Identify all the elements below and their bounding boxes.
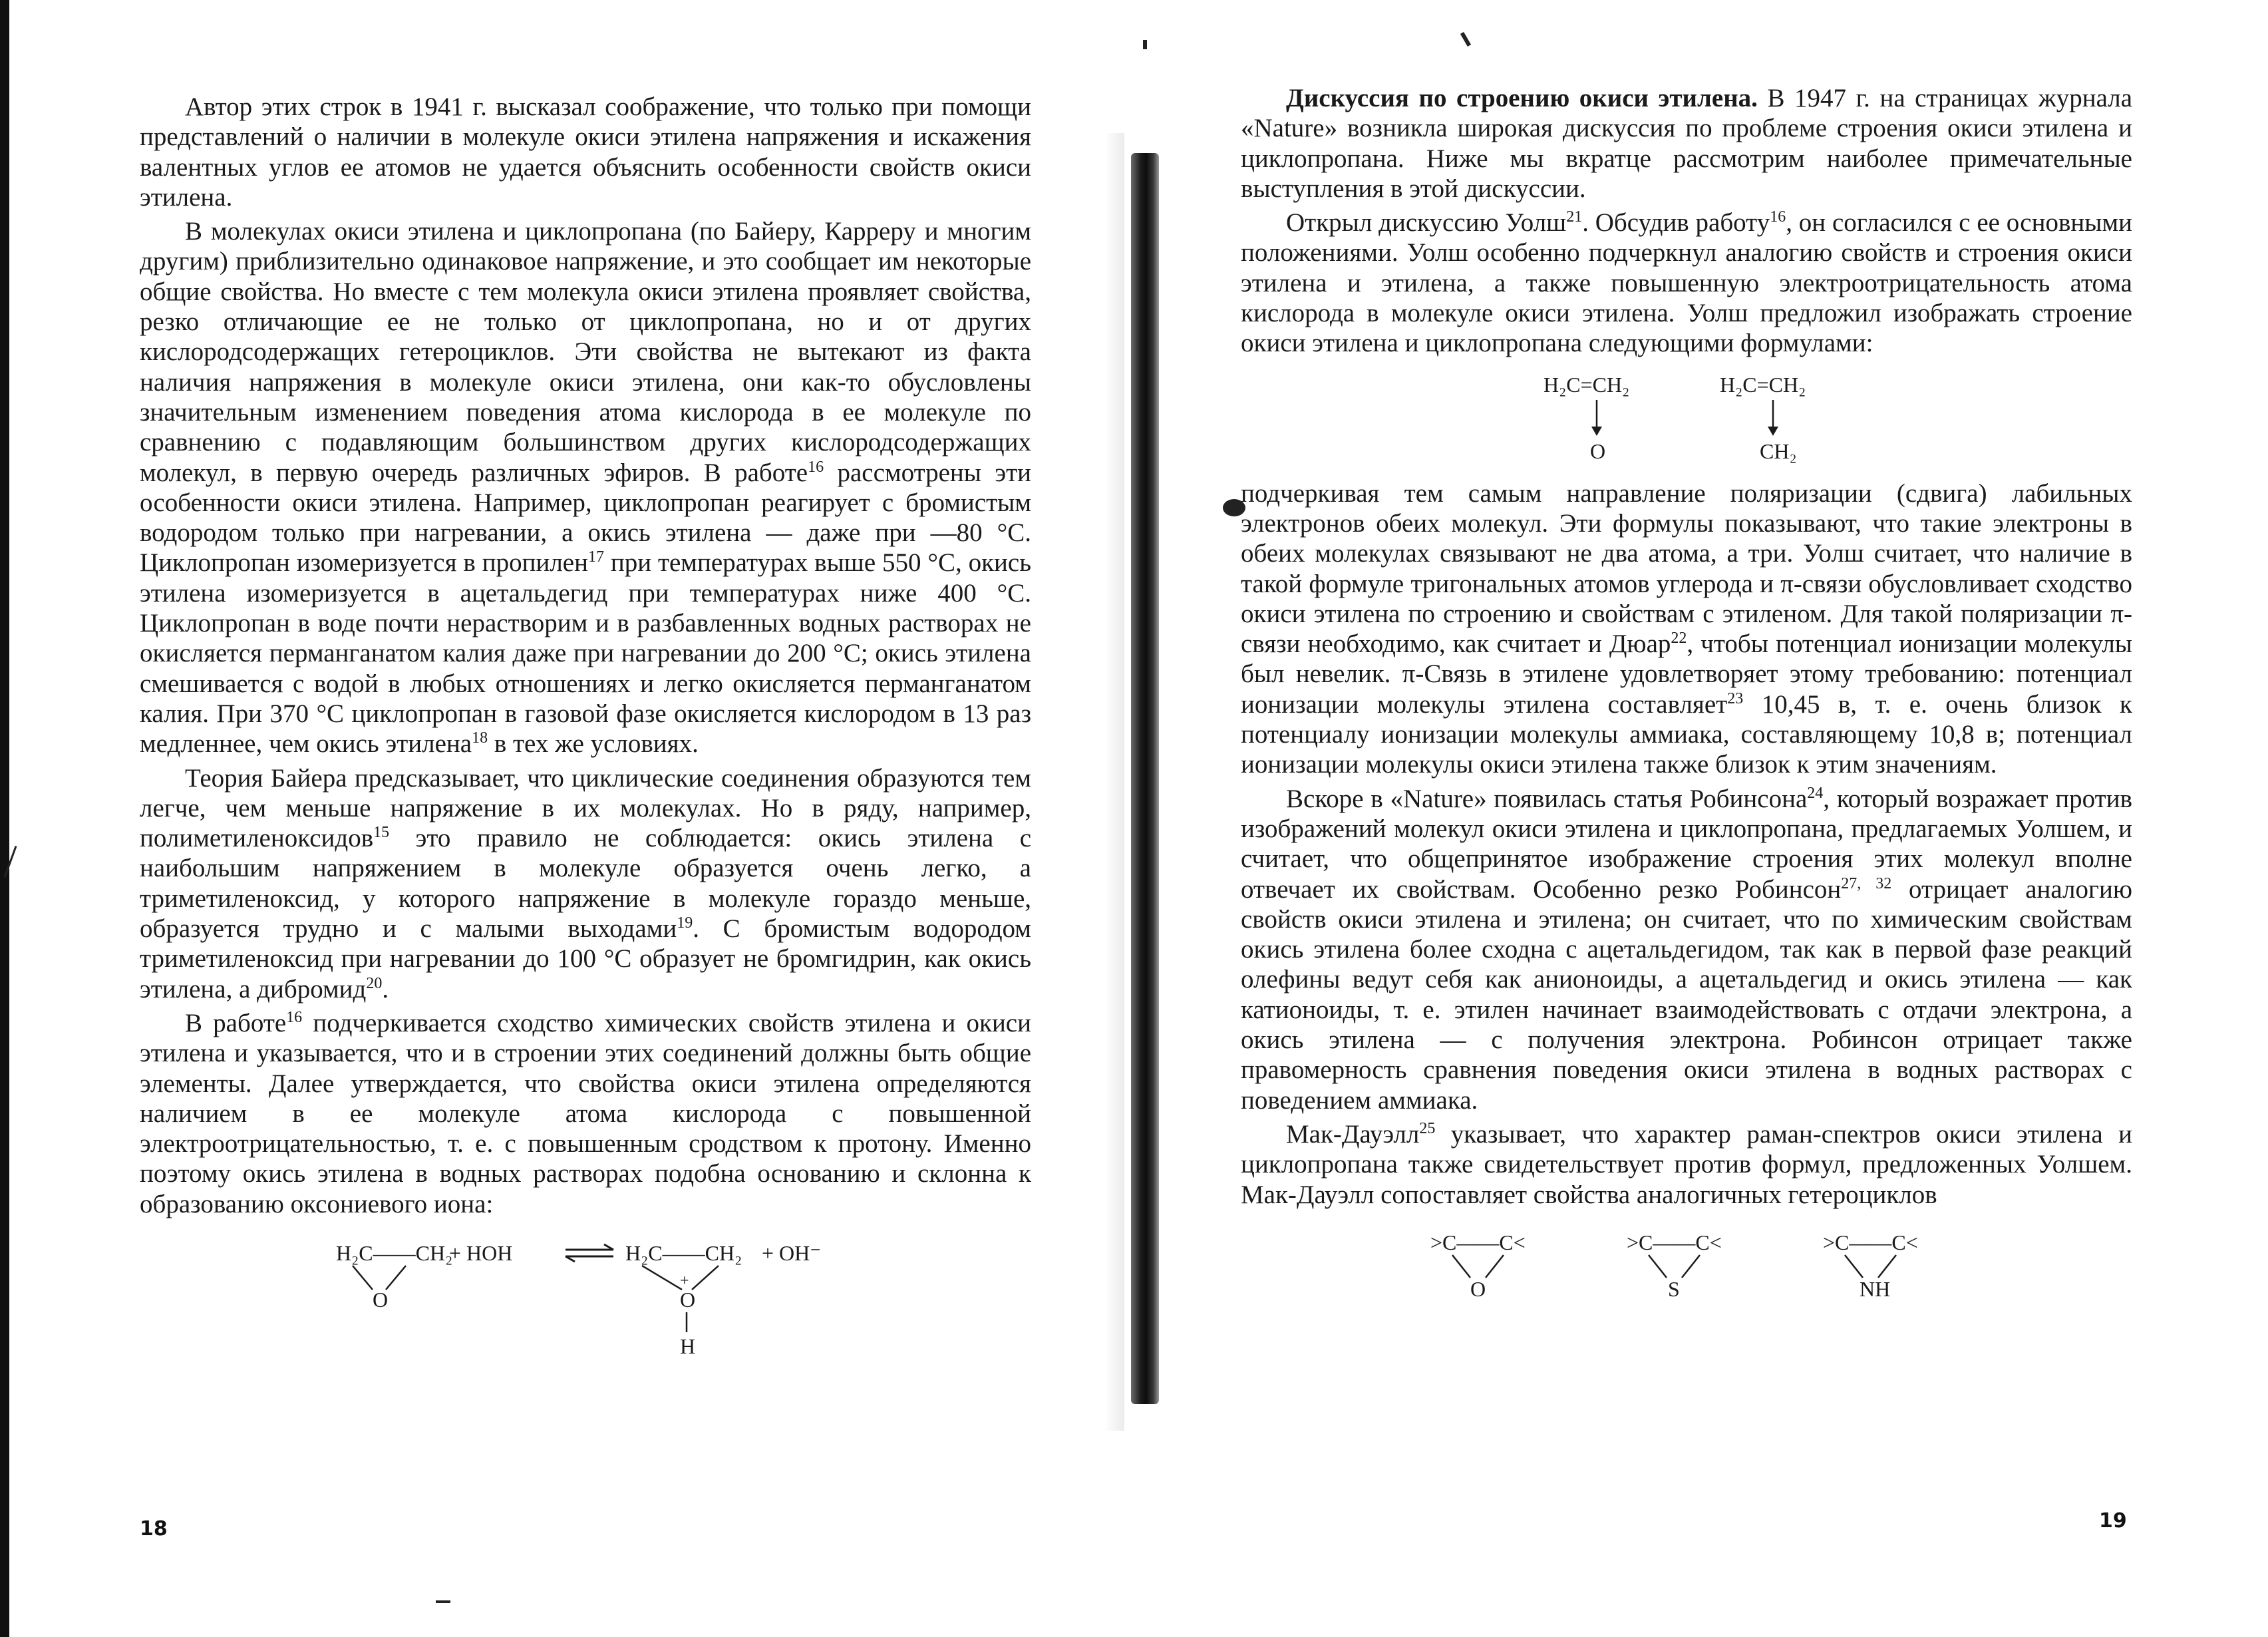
reference-number: 25 [1419, 1119, 1436, 1137]
reference-number: 16 [286, 1008, 303, 1026]
equation-drawing [140, 1234, 1031, 1367]
heterocycle-2-sulfur: S [1668, 1276, 1680, 1301]
paragraph: Вскоре в «Nature» появилась статья Робинсона$^{24}$, который возражает против изображений молекул окиси этилена и циклопропана, предлагаемых Уолшем, и считает, что общепринятое изображение строения этих молекул вполне отвечает их свойствам. Особенно резко Робинсон$^{27, 32}$ отрицает аналогию свойств окиси этилена и этилена; он считает, что по химическим свойствам окись этилена более сходна с ацетальдегидом, так как в первой фазе реакций олефины ведут себя как анионоиды, а ацетальдегид и окись этилена — как катионоиды, т. е. этилен начинает взаимодействовать с отдачи электрона, а окись этилена — с получения электрона. Робинсон отрицает также правомерность сравнения поведения окиси этилена в водных растворах с поведением аммиака. [1241, 784, 2132, 1115]
polarization-arrow-icon [1591, 427, 1602, 436]
scan-speck [1460, 32, 1471, 47]
reference-number: 16 [1770, 208, 1786, 226]
heterocycles-drawing [1241, 1223, 2132, 1323]
section-heading: Дискуссия по строению окиси этилена. [1286, 84, 1758, 112]
eq-oxygen: O [373, 1287, 389, 1312]
reference-number: 22 [1671, 630, 1687, 647]
paragraph: В молекулах окиси этилена и циклопропана (по Байеру, Карреру и многим другим) приблизительно одинаковое напряжение, и это сообщает им некоторые общие свойства. Но вместе с тем молекула окиси этилена проявляет свойства, резко отличающие ее не только от циклопропана, но и от других кислородсодержащих гетероциклов. Эти свойства не вытекают из факта наличия напряжения в молекуле окиси этилена, они как-то обусловлены значительным изменением поведения атома кислорода в ее молекуле по сравнению с подавляющим большинством других кислородсодержащих молекул, в первую очередь различных эфиров. В работе$^{16}$ рассмотрены эти особенности окиси этилена. Например, циклопропан реагирует с бромистым водородом только при нагревании, а окись этилена — даже при —80 °С. Циклопропан изомеризуется в пропилен$^{17}$ при температурах выше 550 °С, окись этилена изомеризуется в ацетальдегид при температурах ниже 400 °С. Циклопропан в воде почти нерастворим и в разбавленных водных растворах не окисляется перманганатом калия даже при нагревании до 200 °С; окись этилена смешивается с водой в любых отношениях и легко окисляется перманганатом калия. При 370 °С циклопропан в газовой фазе окисляется кислородом в 13 раз медленнее, чем окись этилена$^{18}$ в тех же условиях. [140, 217, 1032, 759]
reference-number: 17 [587, 548, 604, 566]
polarization-arrow-icon [1768, 427, 1778, 436]
heterocycle-3-nitrogen: NH [1860, 1276, 1891, 1301]
walsh-formula-2-bottom: CH₂ [1760, 439, 1797, 463]
reference-number: 15 [373, 824, 390, 842]
eq-right-ring-top: H₂C——CH₂ [625, 1240, 742, 1265]
scan-speck [1143, 40, 1147, 49]
paragraph: подчеркивая тем самым направление поляризации (сдвига) лабильных электронов обеих молекул. Эти формулы показывают, что такие электроны в обеих молекулах связывают не два атома, а три. Уолш считает, что наличие в такой формуле тригональных атомов углерода и π-связи обусловливает сходство окиси этилена по строению и свойствам с этиленом. Для такой поляризации π-связи необходимо, как считает и Дюар$^{22}$, чтобы потенциал ионизации молекулы был невелик. π-Связь в этилене удовлетворяет этому требованию: потенциал ионизации молекулы этилена составляет$^{23}$ 10,45 в, т. е. очень близок к потенциалу ионизации молекулы аммиака, составляющему 10,8 в; потенциал ионизации молекулы окиси этилена также близок к этим значениям. [1241, 478, 2133, 779]
scan-speck [436, 1600, 450, 1603]
right-page [1241, 83, 2132, 1323]
heterocycle-3-top: >C——C< [1823, 1230, 1918, 1254]
eq-oxygen-charged: O [680, 1287, 696, 1312]
reference-number: 18 [472, 729, 488, 747]
paragraph: Мак-Дауэлл$^{25}$ указывает, что характер раман-спектров окиси этилена и циклопропана также свидетельствует против формул, предложенных Уолшем. Мак-Дауэлл сопоставляет свойства аналогичных гетероциклов [1241, 1119, 2132, 1209]
walsh-formulas [1241, 365, 2132, 478]
reference-number: 19 [677, 914, 693, 932]
heterocycle-1-top: >C——C< [1430, 1230, 1526, 1254]
heterocycles-formulas [1241, 1223, 2132, 1323]
left-page [140, 92, 1032, 1358]
paragraph: Дискуссия по строению окиси этилена. В 1947 г. на страницах журнала «Nature» возникла широкая дискуссия по проблеме строения окиси этилена и циклопропана. Ниже мы вкратце рассмотрим наиболее примечательные выступления в этой дискуссии. [1241, 84, 2133, 203]
book-spine [1131, 153, 1159, 1404]
reference-number: 23 [1727, 689, 1744, 707]
paragraph: В работе$^{16}$ подчеркивается сходство химических свойств этилена и окиси этилена и указывается, что и в строении этих соединений должны быть общие элементы. Далее утверждается, что свойства окиси этилена определяются наличием в ее молекуле атома кислорода с повышенной электроотрицательностью, т. е. с повышенным сродством к протону. Именно поэтому окись этилена в водных растворах подобна основанию и склонна к образованию оксониевого иона: [140, 1008, 1031, 1218]
paragraph: Теория Байера предсказывает, что циклические соединения образуются тем легче, чем меньше напряжение в их молекулах. Но в ряду, например, полиметиленоксидов$^{15}$ это правило не соблюдается: окись этилена с наибольшим напряжением в молекуле образуется очень легко, а триметиленоксид, у которого напряжение в молекуле гораздо меньше, образуется трудно и с малыми выходами$^{19}$. С бромистым водородом триметиленоксид при нагревании до 100 °С образует не бромгидрин, как окись этилена, а дибромид$^{20}$. [140, 763, 1031, 1003]
spine-shade [1104, 133, 1124, 1431]
reference-number: 27, 32 [1841, 874, 1892, 892]
reference-number: 16 [808, 458, 824, 476]
page-number-right: 19 [2099, 1509, 2127, 1533]
reference-number: 20 [366, 974, 383, 992]
oxonium-equation [140, 1234, 1031, 1358]
eq-positive-charge: + [680, 1272, 689, 1290]
walsh-formula-1-bottom: O [1590, 439, 1606, 463]
eq-plus-oh: + OH⁻ [762, 1240, 822, 1265]
walsh-formulas-drawing [1241, 365, 2132, 478]
walsh-formula-2-top: H₂C=CH₂ [1720, 372, 1806, 397]
scan-edge-shadow [0, 0, 9, 1637]
eq-hydrogen: H [680, 1334, 696, 1358]
reference-number: 21 [1566, 208, 1583, 226]
heterocycle-1-oxygen: O [1470, 1276, 1486, 1301]
eq-plus-hoh: + HOH [449, 1240, 513, 1265]
page-number-left: 18 [140, 1517, 168, 1541]
paragraph: Автор этих строк в 1941 г. высказал соображение, что только при помощи представлений о наличии в молекуле окиси этилена напряжения и искажения валентных углов ее атомов не удается объяснить особенности свойств окиси этилена. [140, 92, 1031, 212]
reference-number: 24 [1807, 784, 1824, 802]
heterocycle-2-top: >C——C< [1627, 1230, 1722, 1254]
paragraph: Открыл дискуссию Уолш$^{21}$. Обсудив работу$^{16}$, он согласился с ее основными положениями. Уолш особенно подчеркнул аналогию свойств и строения окиси этилена и этилена, а также повышенную электроотрицательность атома кислорода в молекуле окиси этилена. Уолш предложил изображать строение окиси этилена и циклопропана следующими формулами: [1241, 208, 2132, 358]
walsh-formula-1-top: H₂C=CH₂ [1543, 372, 1630, 397]
eq-left-ring-top: H₂C——CH₂ [336, 1240, 453, 1265]
